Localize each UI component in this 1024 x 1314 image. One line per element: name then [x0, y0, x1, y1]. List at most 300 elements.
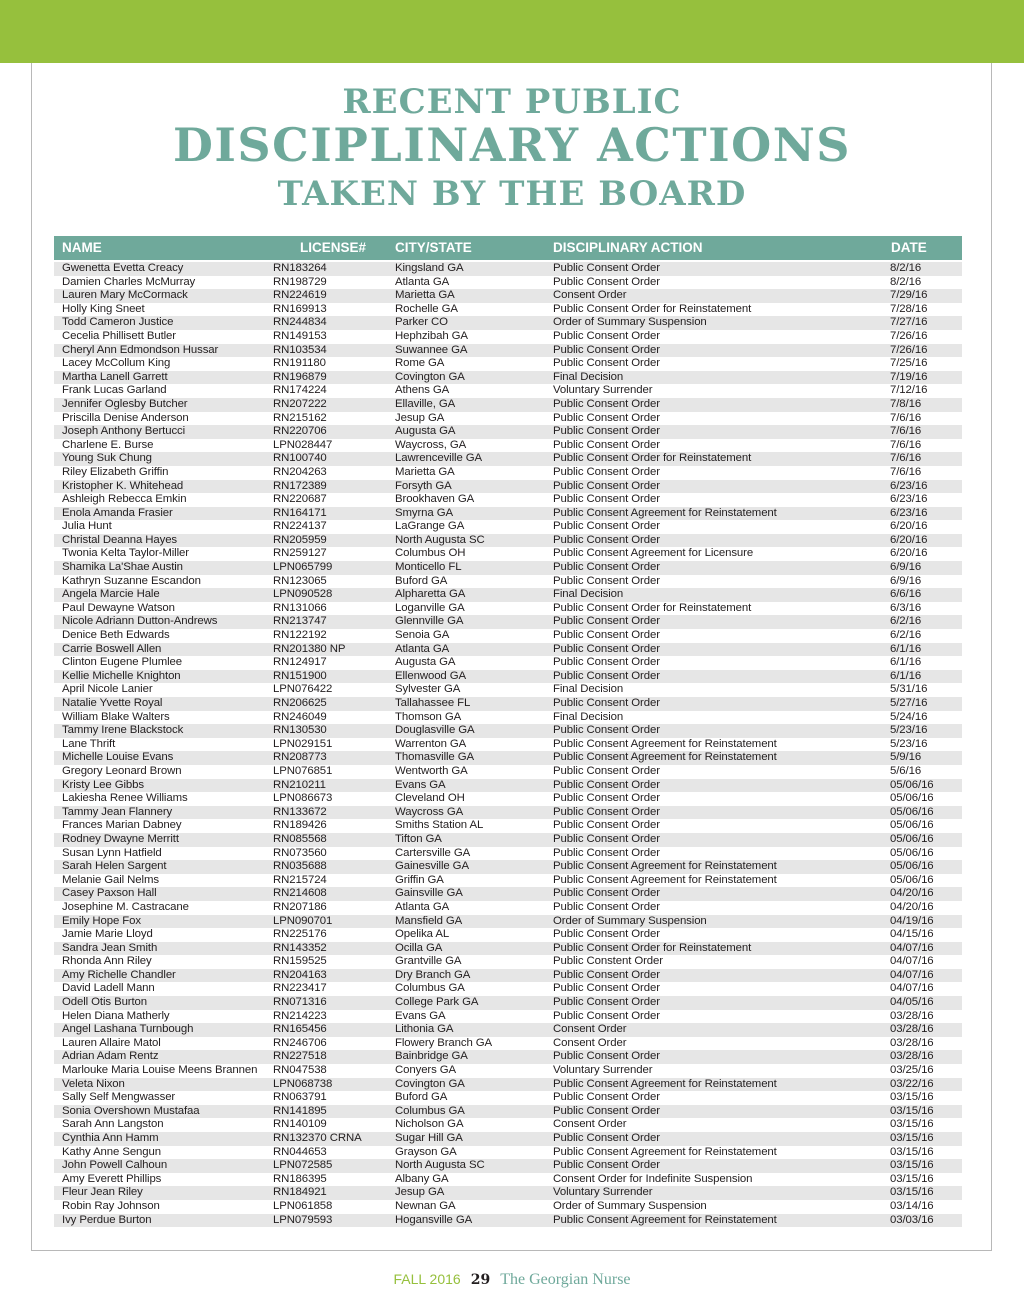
cell-license: RN215162 — [273, 411, 327, 424]
header-city-state: CITY/STATE — [395, 240, 472, 255]
cell-city-state: Buford GA — [395, 1091, 448, 1104]
cell-date: 6/2/16 — [890, 615, 922, 628]
cell-date: 03/28/16 — [890, 1050, 934, 1063]
cell-date: 8/2/16 — [890, 275, 922, 288]
table-row — [54, 466, 962, 480]
cell-action: Public Consent Order — [553, 275, 660, 288]
table-row — [54, 602, 962, 616]
cell-city-state: College Park GA — [395, 996, 479, 1009]
table-row — [54, 1146, 962, 1160]
cell-action: Public Consent Agreement for Reinstatement — [553, 1077, 777, 1090]
cell-date: 6/1/16 — [890, 642, 922, 655]
cell-city-state: Waycross GA — [395, 805, 464, 818]
table-row — [54, 534, 962, 548]
cell-city-state: Ocilla GA — [395, 941, 443, 954]
table-row — [54, 670, 962, 684]
table-row — [54, 833, 962, 847]
cell-name: Kristy Lee Gibbs — [62, 778, 144, 791]
cell-name: Marlouke Maria Louise Meens Brannen — [62, 1064, 258, 1077]
header-name: NAME — [62, 240, 102, 255]
table-row — [54, 1023, 962, 1037]
cell-license: RN164171 — [273, 506, 327, 519]
cell-city-state: Atlanta GA — [395, 642, 450, 655]
cell-name: Holly King Sneet — [62, 302, 145, 315]
cell-name: Helen Diana Matherly — [62, 1009, 170, 1022]
cell-name: Frances Marian Dabney — [62, 819, 182, 832]
cell-date: 7/12/16 — [890, 384, 928, 397]
cell-city-state: Thomasville GA — [395, 751, 474, 764]
table-row — [54, 1159, 962, 1173]
cell-action: Public Consent Agreement for Reinstatement — [553, 873, 777, 886]
cell-city-state: Dry Branch GA — [395, 968, 471, 981]
table-row — [54, 738, 962, 752]
cell-date: 04/20/16 — [890, 887, 934, 900]
cell-action: Voluntary Surrender — [553, 1064, 653, 1077]
cell-action: Public Consent Order for Reinstatement — [553, 941, 752, 954]
title-line-2: DISCIPLINARY ACTIONS — [173, 118, 851, 172]
cell-license: LPN079593 — [273, 1213, 333, 1226]
cell-name: Gregory Leonard Brown — [62, 764, 182, 777]
cell-date: 05/06/16 — [890, 805, 934, 818]
cell-action: Public Consent Order — [553, 1104, 660, 1117]
cell-name: Sarah Ann Langston — [62, 1118, 164, 1131]
cell-license: RN196879 — [273, 370, 327, 383]
cell-action: Consent Order for Indefinite Suspension — [553, 1172, 753, 1185]
cell-license: RN224619 — [273, 289, 327, 302]
cell-license: RN198729 — [273, 275, 327, 288]
cell-action: Public Consent Order — [553, 411, 660, 424]
cell-date: 7/27/16 — [890, 316, 928, 329]
cell-name: Clinton Eugene Plumlee — [62, 656, 183, 669]
cell-name: Damien Charles McMurray — [62, 275, 196, 288]
cell-license: RN130530 — [273, 724, 327, 737]
cell-action: Public Consent Order — [553, 438, 660, 451]
cell-license: RN227518 — [273, 1050, 327, 1063]
cell-name: Michelle Louise Evans — [62, 751, 174, 764]
cell-date: 05/06/16 — [890, 873, 934, 886]
cell-action: Order of Summary Suspension — [553, 1199, 707, 1212]
cell-name: Frank Lucas Garland — [62, 384, 167, 397]
cell-name: Sandra Jean Smith — [62, 941, 158, 954]
cell-name: Young Suk Chung — [62, 452, 152, 465]
cell-action: Final Decision — [553, 588, 624, 601]
cell-city-state: Albany GA — [395, 1172, 449, 1185]
table-row — [54, 1091, 962, 1105]
cell-name: Jennifer Oglesby Butcher — [62, 397, 188, 410]
cell-city-state: Monticello FL — [395, 561, 462, 574]
cell-date: 05/06/16 — [890, 832, 934, 845]
table-row — [54, 575, 962, 589]
cell-name: Sarah Helen Sargent — [62, 860, 167, 873]
cell-city-state: North Augusta SC — [395, 1159, 485, 1172]
cell-name: Christal Deanna Hayes — [62, 533, 178, 546]
cell-license: RN035688 — [273, 860, 327, 873]
cell-license: LPN076422 — [273, 683, 333, 696]
table-row — [54, 425, 962, 439]
cell-action: Public Consent Order — [553, 642, 660, 655]
cell-license: LPN061858 — [273, 1199, 333, 1212]
cell-city-state: Griffin GA — [395, 873, 444, 886]
cell-city-state: Grayson GA — [395, 1145, 457, 1158]
cell-action: Consent Order — [553, 289, 627, 302]
cell-license: LPN065799 — [273, 561, 333, 574]
cell-action: Public Consent Agreement for Licensure — [553, 547, 754, 560]
cell-city-state: Smyrna GA — [395, 506, 453, 519]
cell-date: 04/07/16 — [890, 955, 934, 968]
header-disciplinary-action: DISCIPLINARY ACTION — [553, 240, 703, 255]
cell-name: Nicole Adriann Dutton-Andrews — [62, 615, 218, 628]
cell-license: RN132370 CRNA — [273, 1132, 362, 1144]
cell-action: Public Consent Order — [553, 493, 660, 506]
cell-date: 6/20/16 — [890, 547, 928, 560]
cell-license: RN159525 — [273, 955, 327, 968]
cell-license: RN207222 — [273, 397, 327, 410]
cell-city-state: Tallahassee FL — [395, 697, 471, 709]
cell-license: RN184921 — [273, 1186, 327, 1199]
cell-date: 05/06/16 — [890, 792, 934, 805]
cell-name: William Blake Walters — [62, 710, 170, 723]
cell-license: RN210211 — [273, 778, 326, 791]
table-row — [54, 1118, 962, 1132]
cell-date: 04/07/16 — [890, 982, 934, 995]
cell-date: 6/1/16 — [890, 669, 922, 682]
cell-name: Kellie Michelle Knighton — [62, 669, 181, 682]
cell-name: Denice Beth Edwards — [62, 629, 170, 642]
cell-action: Public Consent Order — [553, 629, 660, 642]
cell-name: Kathryn Suzanne Escandon — [62, 574, 201, 587]
cell-license: RN259127 — [273, 547, 327, 560]
cell-action: Public Consent Order — [553, 1159, 660, 1172]
cell-city-state: Atlanta GA — [395, 275, 450, 288]
cell-city-state: Wentworth GA — [395, 764, 468, 777]
cell-name: Odell Otis Burton — [62, 996, 148, 1009]
table-row — [54, 588, 962, 602]
cell-action: Public Consent Agreement for Reinstatement — [553, 506, 777, 519]
table-row — [54, 683, 962, 697]
cell-date: 03/15/16 — [890, 1118, 934, 1131]
cell-name: Angela Marcie Hale — [62, 588, 160, 601]
cell-action: Public Consent Order — [553, 928, 660, 941]
cell-date: 03/28/16 — [890, 1036, 934, 1049]
cell-date: 7/8/16 — [890, 397, 922, 410]
cell-license: RN044653 — [273, 1145, 327, 1158]
cell-date: 04/07/16 — [890, 941, 934, 954]
cell-name: Cecelia Phillisett Butler — [62, 329, 176, 342]
cell-license: LPN068738 — [273, 1077, 333, 1090]
cell-city-state: Columbus OH — [395, 547, 466, 560]
cell-action: Public Consent Order for Reinstatement — [553, 452, 752, 465]
cell-license: RN214608 — [273, 887, 327, 900]
cell-action: Voluntary Surrender — [553, 1186, 653, 1199]
cell-city-state: Columbus GA — [395, 982, 465, 995]
cell-name: Enola Amanda Frasier — [62, 506, 173, 519]
cell-city-state: Grantville GA — [395, 955, 462, 968]
table-row — [54, 276, 962, 290]
cell-date: 6/6/16 — [890, 588, 922, 601]
cell-action: Public Consent Order — [553, 1132, 660, 1144]
table-row — [54, 928, 962, 942]
cell-date: 04/15/16 — [890, 928, 934, 941]
cell-date: 6/23/16 — [890, 479, 928, 492]
header-license: LICENSE# — [300, 240, 367, 255]
cell-action: Consent Order — [553, 1023, 627, 1036]
table-row — [54, 1037, 962, 1051]
cell-license: RN143352 — [273, 941, 327, 954]
table-row — [54, 412, 962, 426]
cell-name: Josephine M. Castracane — [62, 900, 189, 913]
cell-city-state: Warrenton GA — [395, 737, 467, 750]
table-row — [54, 439, 962, 453]
cell-city-state: Bainbridge GA — [395, 1050, 468, 1063]
cell-name: Cheryl Ann Edmondson Hussar — [62, 343, 219, 356]
cell-action: Public Consent Order — [553, 262, 660, 274]
cell-date: 03/15/16 — [890, 1132, 934, 1144]
cell-city-state: Lithonia GA — [395, 1023, 454, 1036]
cell-action: Public Constent Order — [553, 955, 663, 968]
title-line-1: RECENT PUBLIC — [342, 82, 682, 122]
cell-name: Lauren Allaire Matol — [62, 1036, 161, 1049]
table-row — [54, 656, 962, 670]
cell-date: 03/03/16 — [890, 1213, 934, 1226]
cell-name: Sally Self Mengwasser — [62, 1091, 176, 1104]
cell-city-state: Athens GA — [395, 384, 450, 397]
cell-city-state: Hogansville GA — [395, 1213, 473, 1226]
cell-date: 5/24/16 — [890, 710, 928, 723]
cell-date: 05/06/16 — [890, 778, 934, 791]
cell-city-state: Douglasville GA — [395, 724, 475, 737]
cell-license: RN047538 — [273, 1064, 327, 1077]
cell-action: Order of Summary Suspension — [553, 914, 707, 927]
table-row — [54, 887, 962, 901]
cell-city-state: Marietta GA — [395, 289, 455, 302]
cell-name: Lane Thrift — [62, 737, 116, 750]
cell-date: 05/06/16 — [890, 846, 934, 859]
cell-license: RN183264 — [273, 262, 327, 274]
cell-date: 03/28/16 — [890, 1023, 934, 1036]
cell-action: Public Consent Order — [553, 397, 660, 410]
cell-action: Order of Summary Suspension — [553, 316, 707, 329]
cell-city-state: Buford GA — [395, 574, 448, 587]
cell-action: Public Consent Order — [553, 329, 660, 342]
cell-name: Veleta Nixon — [62, 1077, 125, 1090]
cell-action: Public Consent Order — [553, 887, 660, 900]
cell-city-state: Gainsville GA — [395, 887, 463, 900]
cell-date: 7/26/16 — [890, 343, 928, 356]
cell-license: RN133672 — [273, 805, 327, 818]
cell-license: RN103534 — [273, 343, 327, 356]
cell-license: RN131066 — [273, 601, 327, 614]
cell-city-state: Evans GA — [395, 1009, 446, 1022]
cell-license: RN151900 — [273, 669, 327, 682]
cell-name: Casey Paxson Hall — [62, 887, 157, 900]
cell-date: 7/29/16 — [890, 289, 928, 302]
cell-date: 8/2/16 — [890, 262, 922, 274]
cell-action: Public Consent Agreement for Reinstatement — [553, 751, 777, 764]
table-row — [54, 996, 962, 1010]
cell-date: 03/14/16 — [890, 1199, 934, 1212]
cell-name: Tammy Jean Flannery — [62, 805, 173, 818]
cell-action: Public Consent Order — [553, 656, 660, 669]
table-row — [54, 751, 962, 765]
cell-city-state: Conyers GA — [395, 1064, 457, 1077]
cell-date: 6/2/16 — [890, 629, 922, 642]
cell-city-state: Tifton GA — [395, 832, 442, 845]
cell-action: Public Consent Order — [553, 697, 660, 709]
cell-action: Public Consent Order — [553, 520, 660, 533]
table-row — [54, 262, 962, 276]
cell-name: Julia Hunt — [62, 520, 112, 533]
cell-action: Public Consent Order for Reinstatement — [553, 601, 752, 614]
table-row — [54, 289, 962, 303]
cell-name: Tammy Irene Blackstock — [62, 724, 184, 737]
cell-city-state: Loganville GA — [395, 601, 465, 614]
table-row — [54, 860, 962, 874]
cell-city-state: Nicholson GA — [395, 1118, 464, 1131]
table-row — [54, 697, 962, 711]
cell-date: 5/9/16 — [890, 751, 922, 764]
cell-name: David Ladell Mann — [62, 982, 155, 995]
cell-name: Melanie Gail Nelms — [62, 873, 159, 886]
table-row — [54, 493, 962, 507]
cell-name: Kristopher K. Whitehead — [62, 479, 184, 492]
cell-action: Public Consent Order — [553, 479, 660, 492]
cell-city-state: Brookhaven GA — [395, 493, 475, 506]
cell-city-state: Jesup GA — [395, 411, 445, 424]
cell-date: 03/15/16 — [890, 1091, 934, 1104]
cell-date: 04/19/16 — [890, 914, 934, 927]
table-row — [54, 806, 962, 820]
cell-license: RN140109 — [273, 1118, 327, 1131]
table-header — [54, 236, 962, 260]
cell-action: Voluntary Surrender — [553, 384, 653, 397]
table-row — [54, 724, 962, 738]
cell-city-state: Covington GA — [395, 370, 465, 383]
cell-date: 7/28/16 — [890, 302, 928, 315]
cell-name: Paul Dewayne Watson — [62, 601, 175, 614]
cell-license: LPN090528 — [273, 588, 333, 601]
table-row — [54, 1105, 962, 1119]
cell-date: 6/23/16 — [890, 493, 928, 506]
cell-license: RN122192 — [273, 629, 327, 642]
cell-date: 03/22/16 — [890, 1077, 934, 1090]
cell-date: 5/31/16 — [890, 683, 928, 696]
table-row — [54, 344, 962, 358]
cell-city-state: Smiths Station AL — [395, 819, 484, 832]
table-row — [54, 1186, 962, 1200]
cell-action: Public Consent Order for Reinstatement — [553, 302, 752, 315]
publication-name: The Georgian Nurse — [500, 1271, 631, 1288]
cell-license: RN220687 — [273, 493, 327, 506]
cell-name: Lacey McCollum King — [62, 357, 171, 370]
cell-city-state: Gainesville GA — [395, 860, 469, 873]
table-row — [54, 1050, 962, 1064]
cell-city-state: Sugar Hill GA — [395, 1132, 463, 1144]
cell-license: RN225176 — [273, 928, 327, 941]
cell-license: RN169913 — [273, 302, 327, 315]
cell-date: 04/05/16 — [890, 996, 934, 1009]
cell-name: Jamie Marie Lloyd — [62, 928, 153, 941]
table-row — [54, 1078, 962, 1092]
table-row — [54, 547, 962, 561]
table-row — [54, 384, 962, 398]
cell-city-state: Marietta GA — [395, 465, 455, 478]
cell-city-state: Parker CO — [395, 316, 448, 329]
cell-action: Public Consent Order — [553, 669, 660, 682]
cell-license: LPN076851 — [273, 764, 333, 777]
table-row — [54, 303, 962, 317]
cell-action: Public Consent Agreement for Reinstatement — [553, 1145, 777, 1158]
title-line-3: TAKEN BY THE BOARD — [277, 174, 747, 214]
cell-date: 03/15/16 — [890, 1104, 934, 1117]
cell-license: RN215724 — [273, 873, 327, 886]
cell-city-state: Suwannee GA — [395, 343, 468, 356]
cell-name: John Powell Calhoun — [62, 1159, 168, 1172]
cell-date: 7/6/16 — [890, 438, 922, 451]
cell-action: Final Decision — [553, 710, 624, 723]
footer-season: FALL 2016 — [393, 1271, 461, 1287]
disciplinary-table-body — [54, 262, 962, 1227]
cell-date: 5/23/16 — [890, 724, 928, 737]
cell-date: 6/20/16 — [890, 533, 928, 546]
cell-date: 6/23/16 — [890, 506, 928, 519]
cell-license: RN214223 — [273, 1009, 327, 1022]
cell-name: Amy Everett Phillips — [62, 1172, 162, 1185]
cell-license: RN123065 — [273, 574, 327, 587]
cell-date: 05/06/16 — [890, 860, 934, 873]
cell-license: RN207186 — [273, 900, 327, 913]
cell-action: Public Consent Order — [553, 574, 660, 587]
table-row — [54, 507, 962, 521]
cell-license: RN085568 — [273, 832, 327, 845]
cell-name: April Nicole Lanier — [62, 683, 153, 696]
table-row — [54, 371, 962, 385]
cell-license: RN224137 — [273, 520, 327, 533]
cell-action: Public Consent Order — [553, 615, 660, 628]
cell-license: RN204163 — [273, 968, 327, 981]
cell-date: 7/25/16 — [890, 357, 928, 370]
cell-date: 6/3/16 — [890, 601, 922, 614]
cell-city-state: Rochelle GA — [395, 302, 458, 315]
cell-date: 03/25/16 — [890, 1064, 934, 1077]
cell-city-state: Alpharetta GA — [395, 588, 466, 601]
table-row — [54, 629, 962, 643]
table-row — [54, 1200, 962, 1214]
cell-name: Rodney Dwayne Merritt — [62, 832, 179, 845]
cell-date: 03/15/16 — [890, 1145, 934, 1158]
cell-city-state: Jesup GA — [395, 1186, 445, 1199]
table-row — [54, 1214, 962, 1228]
table-row — [54, 969, 962, 983]
cell-city-state: Opelika AL — [395, 928, 450, 941]
cell-license: RN220706 — [273, 425, 327, 438]
table-row — [54, 982, 962, 996]
cell-license: LPN086673 — [273, 792, 333, 805]
cell-date: 6/20/16 — [890, 520, 928, 533]
cell-action: Public Consent Order — [553, 1091, 660, 1104]
cell-date: 5/27/16 — [890, 697, 928, 709]
cell-license: RN223417 — [273, 982, 327, 995]
table-row — [54, 561, 962, 575]
cell-name: Sonia Overshown Mustafaa — [62, 1104, 200, 1117]
table-row — [54, 819, 962, 833]
cell-name: Rhonda Ann Riley — [62, 955, 152, 968]
cell-license: RN244834 — [273, 316, 327, 329]
table-row — [54, 792, 962, 806]
cell-city-state: Ellaville, GA — [395, 397, 456, 410]
cell-license: RN205959 — [273, 533, 327, 546]
cell-license: RN186395 — [273, 1172, 327, 1185]
cell-city-state: Newnan GA — [395, 1199, 456, 1212]
